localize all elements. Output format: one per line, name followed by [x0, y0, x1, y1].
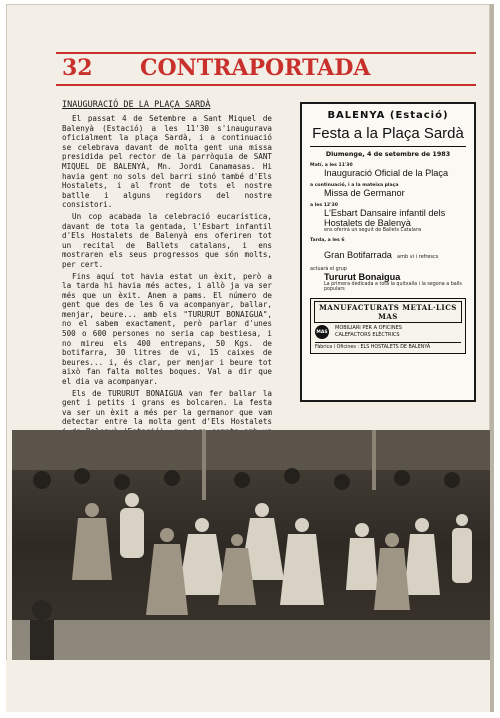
- article-body: [62, 114, 272, 479]
- ad-row: [315, 325, 461, 339]
- event-time: Matí, a les 11'30: [310, 163, 353, 168]
- article-paragraph: El passat 4 de Setembre a Sant Miquel de Balenyà (Estació) a les 11'30 s'inaugurava oficialment la plaça Sardà, i a continuació se celebrava davant de molta gent una missa presidida pel rector de la parròquia de SANT MIQUEL DE BALENYÀ, Mn. Jordi Canamasas. Hi havia gent no sols del barri sinó també d'Els Hostalets, i al front de tots el nostre batlle i alguns regidors del nostre consistori.: [62, 114, 272, 210]
- ad-line: CALEFACTORS ELÈCTRICS: [335, 332, 400, 338]
- poster-title: Festa a la Plaça Sardà: [312, 125, 464, 142]
- event-time: a les 12'30: [310, 203, 338, 208]
- band-note: La primera dedicada a tota la quitxalla i la segona a balls populars: [324, 282, 462, 292]
- sponsor-ad: [310, 298, 466, 354]
- poster-event: [310, 183, 466, 198]
- event-subtitle: ens oferirà un seguit de Ballets Catalans: [324, 228, 422, 233]
- poster-location: BALENYA (Estació): [327, 110, 449, 121]
- poster-event: [310, 163, 466, 178]
- article-title: INAUGURACIÓ DE LA PLAÇA SARDÀ: [62, 100, 211, 110]
- ad-heading: MANUFACTURATS METAL·LICS MAS: [315, 302, 461, 322]
- ad-lines: [335, 325, 402, 339]
- band-name: Tururut Bonaigua: [324, 272, 401, 282]
- event-title: Gran Botifarrada: [324, 250, 392, 260]
- dance-photo: [12, 430, 490, 660]
- page-number: 32: [62, 55, 93, 81]
- poster-event: [310, 203, 466, 233]
- article-paragraph: Fins aquí tot havia estat un èxit, però a la tarda hi havia més actes, i allò ja va ser més que un èxit. Anem a pams. El número de gent que des de les 6 va acompanyar, ballar, menjar, beure... amb els "TURURUT BONAIGUA", no el sabem exactament, però parlar d'unes 500 o 600 persones no seria cap bestiesa, i no mireu els 400 entrepans, 50 Kgs. de botifarra, 30 litres de vi, 15 caixes de beures... i, és clar, per menjar i beure tot això fan falta moltes boques. Val a dir que el dia va acompanyar.: [62, 271, 272, 387]
- event-title: Missa de Germanor: [324, 188, 405, 198]
- event-title: L'Esbart Dansaire infantil dels Hostalets de Balenyà: [324, 208, 446, 228]
- article-paragraph: Un cop acabada la celebració eucarística, davant de tota la gentada, l'Esbart infantil d'Els Hostalets de Balenyà ens oferiren tot un recital de Ballets catalans, i ens mostraren els seus progressos que són molts, per cert.: [62, 211, 272, 269]
- header-rule-top: [56, 52, 476, 54]
- poster-divider: [310, 146, 466, 147]
- header-rule-bottom: [56, 84, 476, 86]
- poster-band: [310, 267, 466, 292]
- crowd-photo-illustration: [12, 430, 490, 660]
- section-title: CONTRAPORTADA: [140, 55, 371, 81]
- ad-footer: Fàbrica i Oficines : ELS HOSTALETS DE BALENYÀ: [315, 342, 461, 350]
- sponsor-logo: MAS: [315, 325, 329, 339]
- event-title: Inauguració Oficial de la Plaça: [324, 168, 449, 178]
- poster-event: [310, 238, 466, 262]
- page-edge: [490, 4, 494, 712]
- event-subtitle: amb vi i refrescs: [397, 254, 439, 260]
- band-intro: actuarà el grup: [310, 267, 347, 272]
- event-poster: [300, 102, 476, 402]
- page-bottom-margin: [6, 660, 490, 712]
- article-paragraph: Els de TURURUT BONAIGUA van fer ballar la gent i petits i grans es bolcaren. La festa va ser un èxit a més per la germanor que vam detectar entre la molta gent d'Els Hostalets: [62, 388, 272, 427]
- ad-line: MOBILIARI PER A OFICINES: [335, 325, 402, 331]
- poster-date: Diumenge, 4 de setembre de 1983: [325, 150, 451, 158]
- event-time: a continuació, i a la mateixa plaça: [310, 183, 399, 188]
- event-time: Tarda, a les 6: [310, 238, 345, 243]
